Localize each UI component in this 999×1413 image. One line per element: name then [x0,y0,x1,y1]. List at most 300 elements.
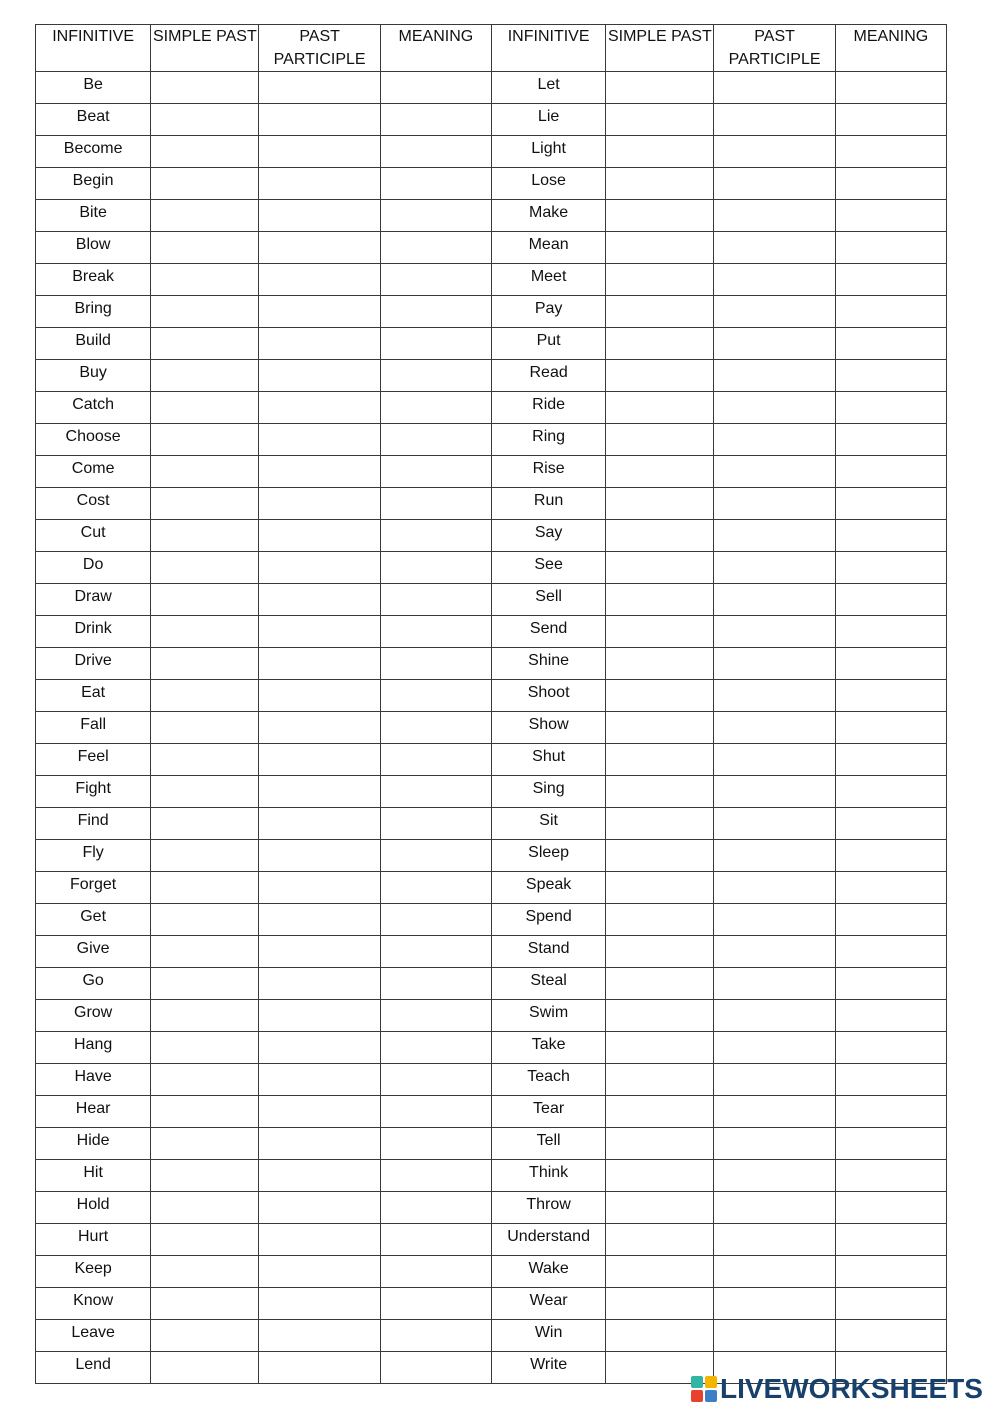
simple-past-left-input[interactable] [151,968,259,1000]
simple-past-left-input[interactable] [151,296,259,328]
meaning-left-input[interactable] [380,1224,491,1256]
meaning-left-input[interactable] [380,712,491,744]
infinitive-right-cell: Put [491,328,605,360]
simple-past-right-input[interactable] [606,776,714,808]
infinitive-left-cell: Cost [36,488,151,520]
simple-past-left-input[interactable] [151,1288,259,1320]
table-row [36,232,947,264]
meaning-right-input[interactable] [835,1192,946,1224]
past-participle-left-input[interactable] [259,296,380,328]
simple-past-right-input[interactable] [606,616,714,648]
meaning-left-input[interactable] [380,232,491,264]
simple-past-right-input[interactable] [606,840,714,872]
table-row [36,392,947,424]
past-participle-right-input[interactable] [714,776,835,808]
table-row [36,1032,947,1064]
simple-past-left-input[interactable] [151,264,259,296]
simple-past-left-input[interactable] [151,232,259,264]
simple-past-left-input[interactable] [151,616,259,648]
meaning-left-input[interactable] [380,392,491,424]
infinitive-right-cell: Throw [491,1192,605,1224]
infinitive-left-cell: Keep [36,1256,151,1288]
simple-past-right-input[interactable] [606,904,714,936]
meaning-left-input[interactable] [380,296,491,328]
meaning-left-input[interactable] [380,1064,491,1096]
simple-past-left-input[interactable] [151,1320,259,1352]
simple-past-right-input[interactable] [606,1288,714,1320]
past-participle-right-input[interactable] [714,1256,835,1288]
meaning-left-input[interactable] [380,616,491,648]
past-participle-right-input[interactable] [714,680,835,712]
table-row [36,72,947,104]
meaning-right-input[interactable] [835,520,946,552]
infinitive-left-cell: Bite [36,200,151,232]
table-row [36,296,947,328]
simple-past-left-input[interactable] [151,936,259,968]
simple-past-right-input[interactable] [606,104,714,136]
past-participle-right-input[interactable] [714,424,835,456]
infinitive-right-cell: Swim [491,1000,605,1032]
past-participle-right-input[interactable] [714,168,835,200]
simple-past-left-input[interactable] [151,1224,259,1256]
simple-past-left-input[interactable] [151,136,259,168]
simple-past-right-input[interactable] [606,1128,714,1160]
table-row [36,1064,947,1096]
simple-past-left-input[interactable] [151,360,259,392]
infinitive-right-cell: Shut [491,744,605,776]
infinitive-right-cell: Shoot [491,680,605,712]
meaning-left-input[interactable] [380,648,491,680]
simple-past-right-input[interactable] [606,136,714,168]
past-participle-right-input[interactable] [714,200,835,232]
past-participle-right-input[interactable] [714,72,835,104]
meaning-right-input[interactable] [835,1096,946,1128]
past-participle-left-input[interactable] [259,872,380,904]
simple-past-right-input[interactable] [606,1096,714,1128]
simple-past-right-input[interactable] [606,392,714,424]
meaning-right-input[interactable] [835,936,946,968]
infinitive-left-cell: Find [36,808,151,840]
past-participle-right-input[interactable] [714,904,835,936]
table-row [36,1224,947,1256]
past-participle-right-input[interactable] [714,136,835,168]
simple-past-right-input[interactable] [606,936,714,968]
meaning-right-input[interactable] [835,328,946,360]
simple-past-right-input[interactable] [606,1256,714,1288]
meaning-right-input[interactable] [835,616,946,648]
past-participle-left-input[interactable] [259,936,380,968]
past-participle-right-input[interactable] [714,1224,835,1256]
meaning-right-input[interactable] [835,1000,946,1032]
simple-past-left-input[interactable] [151,1256,259,1288]
simple-past-left-input[interactable] [151,1064,259,1096]
table-row [36,328,947,360]
meaning-left-input[interactable] [380,1000,491,1032]
simple-past-left-input[interactable] [151,104,259,136]
past-participle-right-input[interactable] [714,1160,835,1192]
simple-past-left-input[interactable] [151,1160,259,1192]
simple-past-left-input[interactable] [151,1192,259,1224]
meaning-right-input[interactable] [835,1032,946,1064]
meaning-left-input[interactable] [380,520,491,552]
past-participle-left-input[interactable] [259,744,380,776]
past-participle-right-input[interactable] [714,744,835,776]
infinitive-left-cell: Catch [36,392,151,424]
table-row [36,616,947,648]
simple-past-left-input[interactable] [151,328,259,360]
meaning-right-input[interactable] [835,1160,946,1192]
past-participle-right-input[interactable] [714,1096,835,1128]
brand-wordmark: LIVEWORKSHEETS [720,1373,983,1404]
meaning-left-input[interactable] [380,1320,491,1352]
simple-past-right-input[interactable] [606,72,714,104]
past-participle-right-input[interactable] [714,1000,835,1032]
meaning-right-input[interactable] [835,1224,946,1256]
past-participle-right-input[interactable] [714,872,835,904]
table-row [36,1288,947,1320]
simple-past-left-input[interactable] [151,712,259,744]
past-participle-left-input[interactable] [259,392,380,424]
simple-past-right-input[interactable] [606,200,714,232]
past-participle-left-input[interactable] [259,1320,380,1352]
infinitive-right-cell: Ride [491,392,605,424]
meaning-right-input[interactable] [835,1128,946,1160]
past-participle-right-input[interactable] [714,552,835,584]
meaning-left-input[interactable] [380,200,491,232]
simple-past-left-input[interactable] [151,392,259,424]
past-participle-right-input[interactable] [714,936,835,968]
table-row [36,680,947,712]
past-participle-right-input[interactable] [714,1320,835,1352]
infinitive-right-cell: Pay [491,296,605,328]
table-row [36,136,947,168]
simple-past-right-input[interactable] [606,232,714,264]
past-participle-right-input[interactable] [714,1192,835,1224]
table-row [36,1128,947,1160]
infinitive-right-cell: Tear [491,1096,605,1128]
meaning-right-input[interactable] [835,1288,946,1320]
table-row [36,1320,947,1352]
infinitive-right-cell: Make [491,200,605,232]
past-participle-left-input[interactable] [259,424,380,456]
meaning-left-input[interactable] [380,104,491,136]
past-participle-left-input[interactable] [259,72,380,104]
meaning-right-input[interactable] [835,968,946,1000]
past-participle-right-input[interactable] [714,328,835,360]
past-participle-left-input[interactable] [259,1224,380,1256]
meaning-left-input[interactable] [380,1032,491,1064]
infinitive-left-cell: Forget [36,872,151,904]
past-participle-right-input[interactable] [714,712,835,744]
meaning-right-input[interactable] [835,552,946,584]
infinitive-right-cell: Think [491,1160,605,1192]
meaning-right-input[interactable] [835,1320,946,1352]
past-participle-right-input[interactable] [714,104,835,136]
meaning-left-input[interactable] [380,488,491,520]
simple-past-right-input[interactable] [606,744,714,776]
meaning-left-input[interactable] [380,936,491,968]
past-participle-left-input[interactable] [259,1160,380,1192]
infinitive-right-cell: Meet [491,264,605,296]
simple-past-right-input[interactable] [606,584,714,616]
past-participle-right-input[interactable] [714,520,835,552]
table-row [36,936,947,968]
simple-past-left-input[interactable] [151,1000,259,1032]
meaning-right-input[interactable] [835,1256,946,1288]
past-participle-left-input[interactable] [259,1256,380,1288]
meaning-left-input[interactable] [380,808,491,840]
simple-past-left-input[interactable] [151,200,259,232]
simple-past-right-input[interactable] [606,1000,714,1032]
past-participle-right-input[interactable] [714,360,835,392]
meaning-right-input[interactable] [835,584,946,616]
simple-past-left-input[interactable] [151,1032,259,1064]
past-participle-right-input[interactable] [714,968,835,1000]
simple-past-right-input[interactable] [606,488,714,520]
past-participle-left-input[interactable] [259,456,380,488]
meaning-left-input[interactable] [380,168,491,200]
meaning-left-input[interactable] [380,328,491,360]
infinitive-right-cell: Sell [491,584,605,616]
meaning-right-input[interactable] [835,424,946,456]
meaning-left-input[interactable] [380,968,491,1000]
table-row [36,1000,947,1032]
meaning-left-input[interactable] [380,776,491,808]
past-participle-left-input[interactable] [259,648,380,680]
simple-past-right-input[interactable] [606,1320,714,1352]
past-participle-right-input[interactable] [714,456,835,488]
meaning-left-input[interactable] [380,136,491,168]
simple-past-left-input[interactable] [151,776,259,808]
past-participle-right-input[interactable] [714,488,835,520]
simple-past-right-input[interactable] [606,648,714,680]
meaning-right-input[interactable] [835,72,946,104]
simple-past-left-input[interactable] [151,168,259,200]
simple-past-right-input[interactable] [606,296,714,328]
infinitive-left-cell: Lend [36,1352,151,1384]
past-participle-left-input[interactable] [259,552,380,584]
simple-past-left-input[interactable] [151,808,259,840]
infinitive-right-cell: Rise [491,456,605,488]
meaning-left-input[interactable] [380,584,491,616]
infinitive-left-cell: Fight [36,776,151,808]
past-participle-left-input[interactable] [259,1032,380,1064]
past-participle-left-input[interactable] [259,328,380,360]
infinitive-left-cell: Be [36,72,151,104]
simple-past-left-input[interactable] [151,744,259,776]
simple-past-right-input[interactable] [606,968,714,1000]
simple-past-left-input[interactable] [151,872,259,904]
simple-past-right-input[interactable] [606,808,714,840]
past-participle-right-input[interactable] [714,392,835,424]
past-participle-right-input[interactable] [714,232,835,264]
past-participle-right-input[interactable] [714,840,835,872]
meaning-right-input[interactable] [835,488,946,520]
simple-past-left-input[interactable] [151,840,259,872]
simple-past-left-input[interactable] [151,456,259,488]
simple-past-right-input[interactable] [606,1160,714,1192]
table-row [36,520,947,552]
simple-past-right-input[interactable] [606,712,714,744]
infinitive-left-cell: Build [36,328,151,360]
header-past-participle-right: PAST PARTICIPLE [714,25,835,72]
infinitive-right-cell: Mean [491,232,605,264]
meaning-left-input[interactable] [380,264,491,296]
past-participle-right-input[interactable] [714,1128,835,1160]
past-participle-right-input[interactable] [714,264,835,296]
meaning-left-input[interactable] [380,1160,491,1192]
meaning-right-input[interactable] [835,360,946,392]
past-participle-left-input[interactable] [259,616,380,648]
past-participle-right-input[interactable] [714,648,835,680]
past-participle-left-input[interactable] [259,520,380,552]
simple-past-right-input[interactable] [606,1192,714,1224]
simple-past-left-input[interactable] [151,1096,259,1128]
simple-past-left-input[interactable] [151,1352,259,1384]
past-participle-left-input[interactable] [259,712,380,744]
meaning-right-input[interactable] [835,456,946,488]
simple-past-left-input[interactable] [151,520,259,552]
meaning-left-input[interactable] [380,72,491,104]
past-participle-left-input[interactable] [259,200,380,232]
infinitive-left-cell: Hurt [36,1224,151,1256]
meaning-left-input[interactable] [380,1256,491,1288]
simple-past-right-input[interactable] [606,1032,714,1064]
meaning-right-input[interactable] [835,904,946,936]
simple-past-right-input[interactable] [606,360,714,392]
past-participle-left-input[interactable] [259,1096,380,1128]
meaning-right-input[interactable] [835,168,946,200]
header-infinitive-left: INFINITIVE [36,25,151,72]
meaning-left-input[interactable] [380,872,491,904]
simple-past-left-input[interactable] [151,552,259,584]
simple-past-right-input[interactable] [606,872,714,904]
past-participle-left-input[interactable] [259,968,380,1000]
simple-past-right-input[interactable] [606,1064,714,1096]
past-participle-right-input[interactable] [714,1064,835,1096]
simple-past-right-input[interactable] [606,424,714,456]
past-participle-left-input[interactable] [259,680,380,712]
past-participle-left-input[interactable] [259,1128,380,1160]
past-participle-left-input[interactable] [259,1288,380,1320]
infinitive-left-cell: Do [36,552,151,584]
meaning-right-input[interactable] [835,744,946,776]
infinitive-right-cell: Lie [491,104,605,136]
liveworksheets-logo-icon [691,1376,717,1402]
past-participle-right-input[interactable] [714,616,835,648]
past-participle-left-input[interactable] [259,776,380,808]
past-participle-left-input[interactable] [259,1192,380,1224]
meaning-right-input[interactable] [835,392,946,424]
meaning-right-input[interactable] [835,200,946,232]
infinitive-right-cell: Sleep [491,840,605,872]
meaning-right-input[interactable] [835,1064,946,1096]
past-participle-left-input[interactable] [259,1064,380,1096]
meaning-right-input[interactable] [835,648,946,680]
simple-past-right-input[interactable] [606,264,714,296]
past-participle-left-input[interactable] [259,584,380,616]
past-participle-left-input[interactable] [259,1000,380,1032]
past-participle-right-input[interactable] [714,808,835,840]
simple-past-left-input[interactable] [151,1128,259,1160]
simple-past-right-input[interactable] [606,680,714,712]
meaning-right-input[interactable] [835,232,946,264]
past-participle-right-input[interactable] [714,296,835,328]
simple-past-right-input[interactable] [606,552,714,584]
meaning-left-input[interactable] [380,1192,491,1224]
infinitive-left-cell: Bring [36,296,151,328]
simple-past-left-input[interactable] [151,488,259,520]
simple-past-left-input[interactable] [151,72,259,104]
meaning-right-input[interactable] [835,680,946,712]
meaning-right-input[interactable] [835,296,946,328]
past-participle-left-input[interactable] [259,488,380,520]
meaning-left-input[interactable] [380,552,491,584]
past-participle-left-input[interactable] [259,904,380,936]
meaning-left-input[interactable] [380,840,491,872]
table-row [36,1192,947,1224]
past-participle-left-input[interactable] [259,104,380,136]
past-participle-left-input[interactable] [259,360,380,392]
meaning-right-input[interactable] [835,776,946,808]
meaning-right-input[interactable] [835,136,946,168]
past-participle-right-input[interactable] [714,1032,835,1064]
meaning-left-input[interactable] [380,1352,491,1384]
past-participle-left-input[interactable] [259,264,380,296]
meaning-right-input[interactable] [835,808,946,840]
meaning-right-input[interactable] [835,712,946,744]
meaning-right-input[interactable] [835,264,946,296]
past-participle-left-input[interactable] [259,168,380,200]
simple-past-left-input[interactable] [151,648,259,680]
past-participle-left-input[interactable] [259,808,380,840]
past-participle-right-input[interactable] [714,584,835,616]
infinitive-right-cell: Read [491,360,605,392]
simple-past-right-input[interactable] [606,168,714,200]
past-participle-left-input[interactable] [259,136,380,168]
past-participle-right-input[interactable] [714,1288,835,1320]
infinitive-left-cell: Drive [36,648,151,680]
table-row [36,488,947,520]
meaning-left-input[interactable] [380,456,491,488]
meaning-left-input[interactable] [380,680,491,712]
meaning-right-input[interactable] [835,840,946,872]
simple-past-right-input[interactable] [606,456,714,488]
past-participle-left-input[interactable] [259,232,380,264]
meaning-left-input[interactable] [380,360,491,392]
past-participle-left-input[interactable] [259,840,380,872]
meaning-left-input[interactable] [380,1128,491,1160]
simple-past-right-input[interactable] [606,1224,714,1256]
simple-past-left-input[interactable] [151,904,259,936]
table-row [36,648,947,680]
simple-past-left-input[interactable] [151,680,259,712]
simple-past-right-input[interactable] [606,328,714,360]
infinitive-right-cell: Stand [491,936,605,968]
meaning-left-input[interactable] [380,1288,491,1320]
simple-past-right-input[interactable] [606,520,714,552]
meaning-left-input[interactable] [380,744,491,776]
meaning-right-input[interactable] [835,872,946,904]
infinitive-right-cell: Shine [491,648,605,680]
meaning-left-input[interactable] [380,1096,491,1128]
past-participle-left-input[interactable] [259,1352,380,1384]
simple-past-left-input[interactable] [151,584,259,616]
meaning-left-input[interactable] [380,904,491,936]
simple-past-left-input[interactable] [151,424,259,456]
meaning-right-input[interactable] [835,104,946,136]
meaning-left-input[interactable] [380,424,491,456]
